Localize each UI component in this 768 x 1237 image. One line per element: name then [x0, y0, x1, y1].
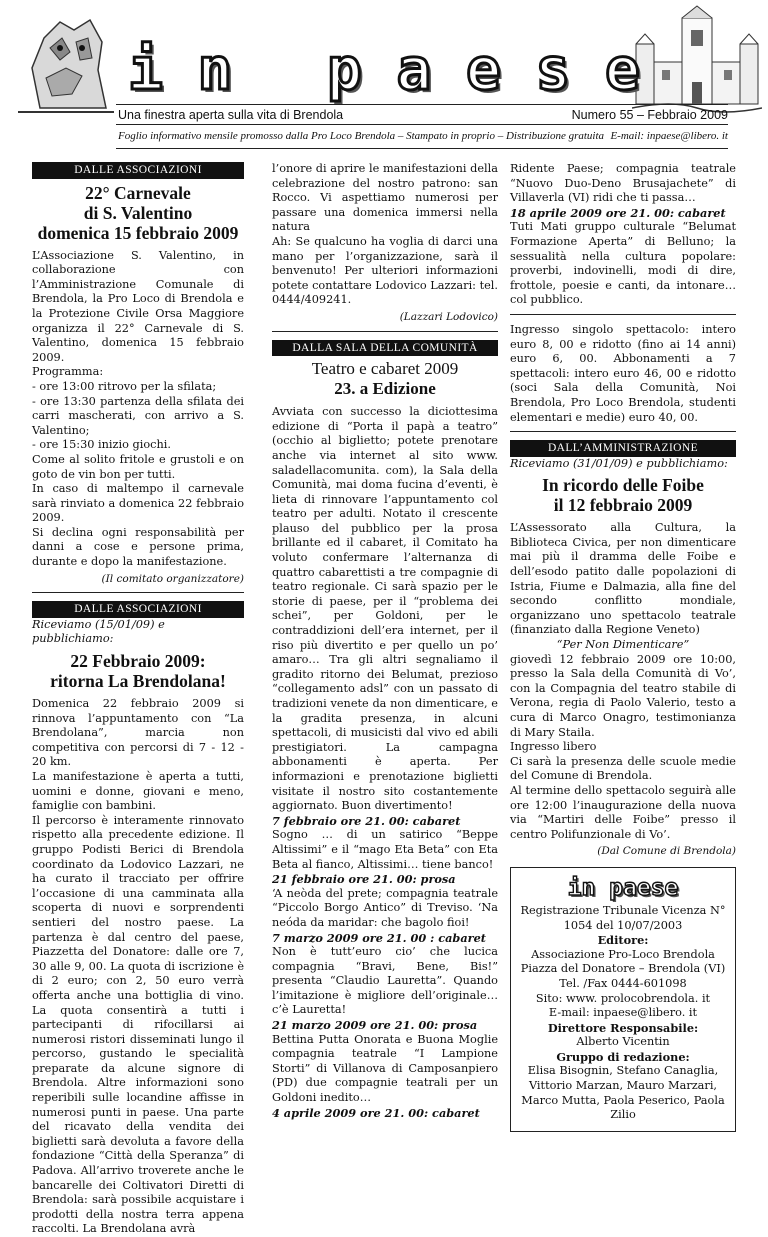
- column-2: [272, 162, 498, 1120]
- paragraph: L’Associazione S. Valentino, in collaborazione con l’Amministrazione Comunale di Brendola, la Pro Loco di Brendola e la Protezione Civile Orsa Maggiore organizza il 22° Carnevale di S. Valentino, domenica 15 febbraio 2009.: [32, 248, 244, 364]
- masthead-letter: e: [466, 35, 501, 103]
- paragraph: L’Assessorato alla Cultura, la Biblioteca Civica, per non dimenticare mai più il dramma delle Foibe e dell’esodo patito dalle popolazioni di Istria, Fiume e Dalmazia, alla fine del secondo conflitto mondiale, organizzano uno spettacolo teatrale (finanziato dalla Regione Veneto): [510, 521, 736, 637]
- program-line: Si declina ogni responsabilità per danni a cose e persone prima, durante e dopo la manifestazione.: [32, 525, 244, 569]
- program-line: Come al solito fritole e grustoli e on goto de vin bon per tutti.: [32, 452, 244, 481]
- section-label: DALLE ASSOCIAZIONI: [32, 601, 244, 618]
- program-line: - ore 13:30 partenza della sfilata dei carri mascherati, con arrivo a S. Valentino;: [32, 394, 244, 437]
- paragraph: Avviata con successo la diciottesima edizione di “Porta il papà a teatro” (occhio al biglietto; potete prenotare anche via internet al sito www. saladellacomunita. com), la Sala della Comunità, mai doma fucina d’eventi, è lieta di rinnovare l’appuntamento col teatro per adulti. Notato il crescente plauso del pubblico per la prosa brillante ed il cabaret, il Comitato ha voluto confermare l’alternanza di quattro cabarettisti a tre compagnie di teatro regionale. Ci sarà spazio per le storie di paese, per il “problema dei schei”, per Goldoni, per le contraddizioni dell’era internet, per il riso più divertito e per quello un po’ amaro… Tra gli altri segnaliamo il gradito ritorno dei Belumat, prezioso “collegamento adsl” con un passato di tradizioni venete da non dimenticare, e la gradita presenza, in alcuni spettacoli, di musicisti dal vivo ed abili prestigiatori. La campagna abbonamenti è aperta. Per informazioni e prenotazione biglietti visitate il nostro sito costantemente aggiornato. Buon divertimento!: [272, 405, 498, 813]
- masthead-title: [128, 35, 640, 103]
- section-label: DALLE ASSOCIAZIONI: [32, 162, 244, 179]
- event-desc: Bettina Putta Onorata e Buona Moglie compagnia teatrale “I Lampione Storti” di Villanova di Camposanpiero (PD) due compagnie teatrali per un Goldoni inedito…: [272, 1032, 498, 1105]
- divider: [272, 331, 498, 332]
- event-date: 7 febbraio ore 21. 00: cabaret: [272, 813, 461, 828]
- divider: [510, 431, 736, 432]
- column-3: [510, 162, 736, 1132]
- masthead-letter: i: [128, 35, 163, 103]
- paragraph: Ingresso singolo spettacolo: intero euro 8, 00 e ridotto (fino ai 14 anni) euro 6, 00. Abbonamenti a 7 spettacoli: intero euro 46, 00 e ridotto (soci Sala della Comunità, Noi Brendola, Pro Loco Brendola, studenti elementari e medie) euro 40, 00.: [510, 322, 736, 424]
- column-1: [32, 162, 244, 1237]
- program-line: Programma:: [32, 365, 104, 379]
- intro-line: Riceviamo (15/01/09) e pubblichiamo:: [32, 617, 165, 646]
- divider: [116, 148, 728, 149]
- event-date: 4 aprile 2009 ore 21. 00: cabaret: [272, 1105, 480, 1120]
- event-desc: Non è tutt’euro cio’ che lucica compagnia “Bravi, Bene, Bis!” presenta “Claudio Lauretta”. Quando l’imitazione è migliore dell’originale… c’è Lauretta!: [272, 945, 498, 1017]
- masthead-letter: n: [197, 35, 233, 103]
- divider: [32, 592, 244, 593]
- director-name: Alberto Vicentin: [576, 1035, 670, 1049]
- editor-line: Associazione Pro-Loco Brendola: [531, 947, 715, 961]
- colophon-title: in paese: [567, 874, 679, 901]
- issue-number: Numero 55 – Febbraio 2009: [571, 108, 728, 122]
- program-line: In caso di maltempo il carnevale sarà rinviato a domenica 22 febbraio 2009.: [32, 482, 244, 525]
- editor-line: E-mail: inpaese@libero. it: [548, 1006, 698, 1020]
- registration: Registrazione Tribunale Vicenza N° 1054 del 10/07/2003: [520, 903, 726, 932]
- tagline: Una finestra aperta sulla vita di Brendola: [118, 108, 344, 122]
- paragraph: Domenica 22 febbraio 2009 si rinnova l’appuntamento con “La Brendolana”, marcia non competitiva con percorsi di 7 - 12 - 20 km.: [32, 697, 244, 769]
- article-headline-foibe: In ricordo delle Foibe il 12 febbraio 2009: [542, 475, 704, 516]
- divider: [510, 314, 736, 315]
- paragraph: Al termine dello spettacolo seguirà alle ore 12:00 l’inaugurazione della nuova via “Martiri delle Foibe” presso il centro Polifunzionale di Vo’.: [510, 783, 736, 841]
- header-email: E-mail: inpaese@libero. it: [610, 130, 728, 142]
- program-line: - ore 13:00 ritrovo per la sfilata;: [32, 379, 217, 393]
- editor-line: Sito: www. prolocobrendola. it: [535, 991, 711, 1005]
- event-desc: Ridente Paese; compagnia teatrale “Nuovo Duo-Deno Brusajachete” di Villaverla (VI) ridi che ti passa…: [510, 162, 736, 205]
- event-date: 18 aprile 2009 ore 21. 00: cabaret: [510, 205, 726, 220]
- masthead-letter: p: [327, 35, 362, 103]
- masthead-letter: s: [535, 35, 571, 103]
- editor-heading: Editore:: [597, 933, 649, 948]
- event-date: 7 marzo 2009 ore 21. 00 : cabaret: [272, 930, 487, 945]
- signature: (Dal Comune di Brendola): [597, 845, 736, 858]
- section-label: DALLA SALA DELLA COMUNITÀ: [272, 340, 498, 357]
- program-line: - ore 15:30 inizio giochi.: [32, 438, 171, 452]
- rock-mascot-illustration: [10, 8, 122, 116]
- paragraph: Ah: Se qualcuno ha voglia di darci una mano per l’organizzazione, sarà il benvenuto! Per ulteriori informazioni potete contattare Lodovico Lazzari: tel. 0444/409241.: [272, 234, 499, 307]
- section-label: DALL’AMMINISTRAZIONE: [510, 440, 736, 457]
- intro-line: Riceviamo (31/01/09) e pubblichiamo:: [510, 456, 728, 470]
- subline: Foglio informativo mensile promosso dalla Pro Loco Brendola – Stampato in proprio – Distribuzione gratuita: [118, 130, 605, 142]
- castle-illustration: [632, 4, 762, 116]
- paragraph: Il percorso è interamente rinnovato rispetto alla precedente edizione. Il gruppo Podisti Berici di Brendola coordinato da Lodovico Lazzari, ne ha curato il tracciato per offrire l’occasione di una camminata alla scoperta di nuovi e sorprendenti sentieri del nostro paese. La partenza è dal centro del paese, Piazzetta del Donatore: dalle ore 7, 30 alle 9, 00. La quota di iscrizione è di 2 euro; con 2, 50 euro verrà offerta anche una bottiglia di vino. La quota consentirà a tutti i partecipanti di rifocillarsi ai numerosi ristori disseminati lungo il percorso, gustando le specialità preparate da alcune signore di Brendola. Altre informazioni sono reperibili sulle locandine affisse in numerosi punti in paese. Una parte del ricavato della vendita dei biglietti sarà devoluta a favore della fondazione “Città della Speranza” di Padova. All’arrivo troverete anche le bancarelle dei Coltivatori Diretti di Brendola: sarà possibile acquistare i prodotti della nostra terra appena raccolti. La Brendolana avrà: [32, 813, 244, 1236]
- editor-line: Piazza del Donatore – Brendola (VI): [520, 962, 726, 976]
- event-date: 21 febbraio ore 21. 00: prosa: [272, 872, 456, 887]
- event-desc: Tuti Mati gruppo culturale “Belumat Formazione Aperta” di Belluno; la sessualità nella cultura popolare: proverbi, indovinelli, modi di dire, frottole, poesie e canti, da intonare… col pubblico.: [510, 220, 736, 307]
- masthead-letter: a: [396, 35, 432, 103]
- signature: (Lazzari Lodovico): [399, 310, 498, 323]
- paragraph: Ci sarà la presenza delle scuole medie del Comune di Brendola.: [510, 754, 736, 783]
- article-headline-teatro: Teatro e cabaret 2009 23. a Edizione: [311, 359, 459, 399]
- paragraph: l’onore di aprire le manifestazioni della celebrazione del nostro patrono: san Rocco. Vi aspettiamo numerosi per passare una domenica immersi nella natura: [272, 162, 498, 234]
- paragraph: Ingresso libero: [510, 740, 597, 754]
- masthead-letter: e: [605, 35, 640, 103]
- event-desc: ‘A neòda del prete; compagnia teatrale “Piccolo Borgo Antico” di Treviso. ‘Na neóda da maridar: che bagolo fioi!: [272, 886, 498, 929]
- event-desc: Sogno … di un satirico “Beppe Altissimi” e il “mago Eta Beta” con Eta Beta al fianco, Altissimi… tiene banco!: [272, 828, 498, 871]
- quote: “Per Non Dimenticare”: [556, 638, 690, 652]
- divider: [116, 104, 728, 105]
- divider: [116, 124, 728, 125]
- colophon-box: [510, 867, 736, 1132]
- editor-line: Tel. /Fax 0444-601098: [559, 976, 687, 990]
- group-names: Elisa Bisognin, Stefano Canaglia, Vittorio Marzan, Mauro Marzari, Marco Mutta, Paola Peserico, Paola Zilio: [521, 1064, 725, 1122]
- article-headline-brendolana: 22 Febbraio 2009: ritorna La Brendolana!: [50, 651, 226, 692]
- paragraph: giovedì 12 febbraio 2009 ore 10:00, presso la Sala della Comunità di Vo’, con la Compagnia del teatro stabile di Verona, regia di Paolo Valerio, testo a cura di Marco Onagro, testimonianza di Mary Staila.: [510, 652, 736, 739]
- director-heading: Direttore Responsabile:: [547, 1020, 699, 1035]
- event-date: 21 marzo 2009 ore 21. 00: prosa: [272, 1018, 478, 1033]
- paragraph: La manifestazione è aperta a tutti, uomini e donne, giovani e meno, famiglie con bambini.: [32, 770, 244, 813]
- signature: (Il comitato organizzatore): [101, 572, 244, 585]
- group-heading: Gruppo di redazione:: [556, 1049, 690, 1064]
- article-headline-carnevale: 22° Carnevale di S. Valentino domenica 15 febbraio 2009: [37, 182, 239, 243]
